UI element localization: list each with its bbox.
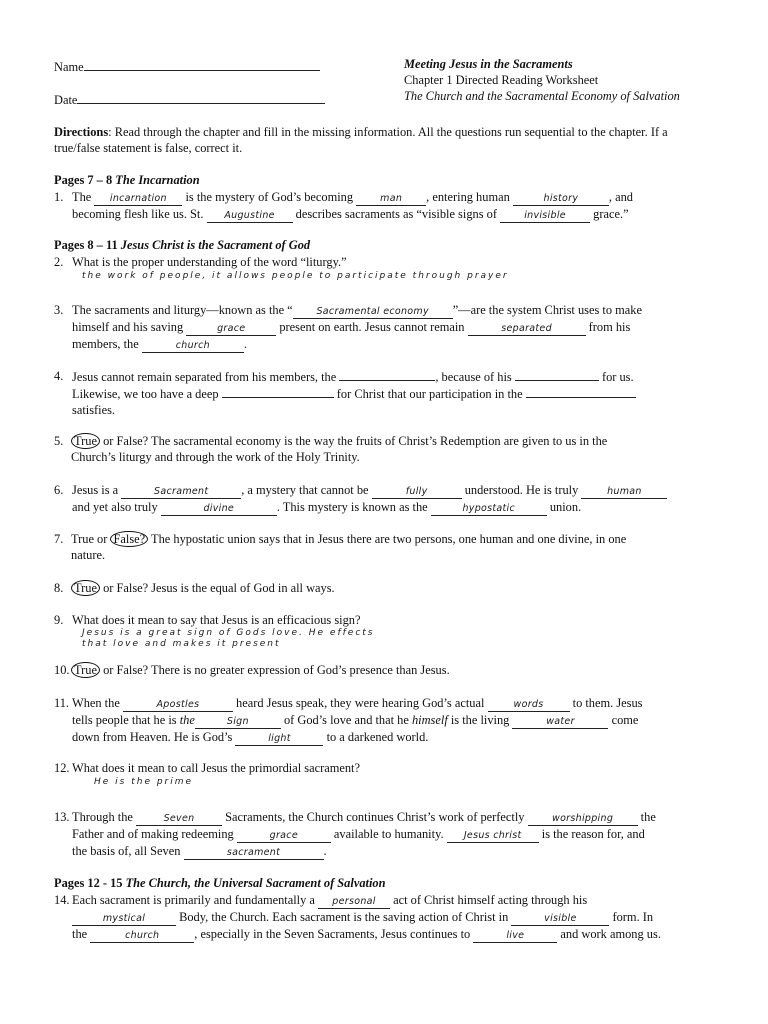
answer-blank[interactable]: live: [473, 930, 557, 943]
question-2: 2. What is the proper understanding of the word “liturgy.” the work of people, it allows people to participate through prayer: [54, 254, 714, 282]
answer-blank[interactable]: church: [90, 930, 194, 943]
header-fields: [54, 58, 325, 124]
answer-blank[interactable]: [222, 385, 334, 398]
worksheet-subtitle2: The Church and the Sacramental Economy of Salvation: [404, 89, 680, 103]
date-blank[interactable]: [77, 91, 325, 104]
answer-blank[interactable]: separated: [468, 323, 586, 336]
answer-blank[interactable]: grace: [186, 323, 276, 336]
answer-blank[interactable]: hypostatic: [431, 503, 547, 516]
question-10: 10. True or False? There is no greater expression of God’s presence than Jesus.: [54, 663, 450, 677]
answer-blank[interactable]: history: [513, 193, 609, 206]
header-title-block: [404, 56, 680, 104]
answer-blank[interactable]: Seven: [136, 813, 222, 826]
question-6: 6. Jesus is a Sacrament , a mystery that cannot be fully understood. He is truly human and yet also truly divine . This mystery is known as the hypostatic union.: [54, 482, 714, 516]
question-11: 11. When the Apostles heard Jesus speak, they were hearing God’s actual words to them. Jesus tells people that he is the Sign of God’s love and that he himself is the living water come down from Heaven. He is God’s light to a darkened world.: [54, 696, 643, 744]
directions-text: : Read through the chapter and fill in the missing information. All the questions run sequential to the chapter. If a true/false statement is false, correct it.: [54, 125, 668, 155]
answer-blank[interactable]: fully: [372, 486, 462, 499]
question-7: 7. True or False? The hypostatic union says that in Jesus there are two persons, one human and one divine, in one nature.: [54, 532, 627, 562]
question-1: 1. The incarnation is the mystery of God’s becoming man , entering human history , and becoming flesh like us. St. Augustine describes sacraments as “visible signs of invisible grace.”: [54, 190, 633, 221]
name-label: Name: [54, 60, 84, 74]
answer-blank[interactable]: Sign: [195, 716, 281, 729]
question-12: 12. What does it mean to call Jesus the primordial sacrament? He is the prime: [54, 760, 714, 788]
answer-blank[interactable]: Sacrament: [121, 486, 241, 499]
answer-blank[interactable]: [526, 385, 636, 398]
answer-blank[interactable]: sacrament: [184, 847, 324, 860]
worksheet-subtitle: Chapter 1 Directed Reading Worksheet: [404, 73, 599, 87]
handwritten-answer: He is the prime: [94, 777, 194, 787]
directions-label: Directions: [54, 125, 109, 139]
question-8: 8. True or False? Jesus is the equal of God in all ways.: [54, 581, 335, 595]
answer-blank[interactable]: light: [235, 733, 323, 746]
question-5: 5. True or False? The sacramental economy is the way the fruits of Christ’s Redemption are given to us in the Church’s liturgy and through the work of the Holy Trinity.: [54, 434, 608, 464]
answer-blank[interactable]: incarnation: [94, 193, 182, 206]
name-blank[interactable]: [84, 58, 320, 71]
worksheet-title: Meeting Jesus in the Sacraments: [404, 57, 573, 71]
answer-blank[interactable]: worshipping: [528, 813, 638, 826]
question-3: 3. The sacraments and liturgy—known as the “ Sacramental economy ”—are the system Christ uses to make himself and his saving grace present on earth. Jesus cannot remain separated from his members, the church .: [54, 303, 642, 351]
question-13: 13. Through the Seven Sacraments, the Church continues Christ’s work of perfectly worshipping the Father and of making redeeming grace available to humanity. Jesus christ is the reason for, and the basis of, all Seven sacrament .: [54, 810, 656, 858]
true-false-choice[interactable]: True: [71, 662, 100, 678]
answer-blank[interactable]: [339, 368, 435, 381]
date-line: [54, 91, 325, 108]
handwritten-answer: the work of people, it allows people to participate through prayer: [82, 271, 509, 281]
answer-blank[interactable]: Jesus christ: [447, 830, 539, 843]
answer-blank[interactable]: [515, 368, 599, 381]
answer-blank[interactable]: man: [356, 193, 426, 206]
date-label: Date: [54, 93, 78, 107]
section-heading-2: Pages 8 – 11 Jesus Christ is the Sacrament of God: [54, 238, 311, 252]
answer-blank[interactable]: Sacramental economy: [293, 306, 453, 319]
true-false-choice[interactable]: True: [71, 433, 100, 449]
answer-blank[interactable]: human: [581, 486, 667, 499]
answer-blank[interactable]: water: [512, 716, 608, 729]
question-14: 14. Each sacrament is primarily and fundamentally a personal act of Christ himself acting through his mystical Body, the Church. Each sacrament is the saving action of Christ in visible form. In the church , especially in the Seven Sacraments, Jesus continues to live and work among us.: [54, 893, 661, 941]
answer-blank[interactable]: grace: [237, 830, 331, 843]
answer-blank[interactable]: church: [142, 340, 244, 353]
answer-blank[interactable]: Apostles: [123, 699, 233, 712]
answer-blank[interactable]: mystical: [72, 913, 176, 926]
question-9: 9. What does it mean to say that Jesus is an efficacious sign? Jesus is a great sign of Gods love. He effects that love and makes it present: [54, 612, 714, 650]
true-false-choice[interactable]: True: [71, 580, 100, 596]
directions: [54, 124, 714, 156]
answer-blank[interactable]: Augustine: [207, 210, 293, 223]
question-4: 4. Jesus cannot remain separated from his members, the , because of his for us. Likewise, we too have a deep for Christ that our participation in the satisfies.: [54, 368, 714, 418]
handwritten-answer: Jesus is a great sign of Gods love. He effects that love and makes it present: [82, 628, 375, 649]
answer-blank[interactable]: words: [488, 699, 570, 712]
section-heading-1: Pages 7 – 8 The Incarnation: [54, 173, 200, 187]
answer-blank[interactable]: personal: [318, 896, 390, 909]
answer-blank[interactable]: divine: [161, 503, 277, 516]
true-false-choice[interactable]: False?: [110, 531, 148, 547]
section-heading-3: Pages 12 - 15 The Church, the Universal Sacrament of Salvation: [54, 876, 386, 890]
answer-blank[interactable]: visible: [511, 913, 609, 926]
name-line: [54, 58, 325, 75]
answer-blank[interactable]: invisible: [500, 210, 590, 223]
